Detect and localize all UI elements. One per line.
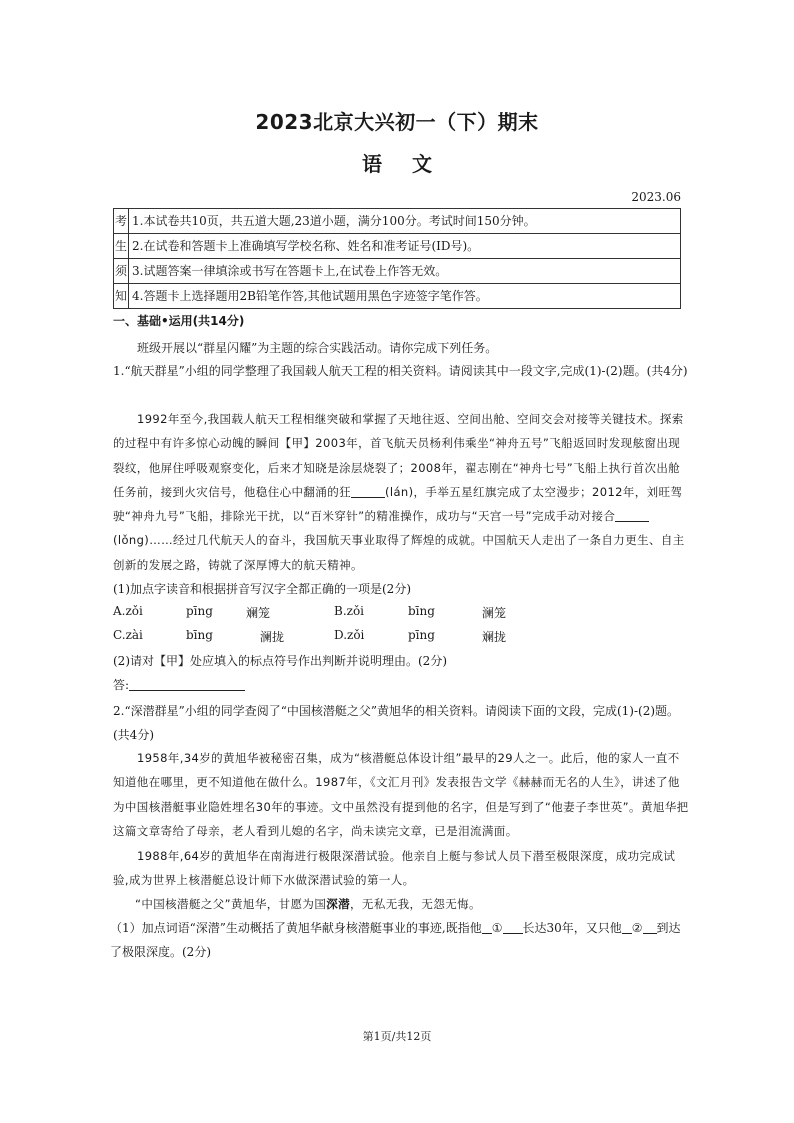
dotted-word: 深潜: [326, 897, 351, 911]
option-char: 澜: [482, 606, 495, 620]
option-char: 斓: [246, 606, 259, 620]
option-label: C.zài: [113, 628, 143, 642]
option-label: D.zǒi: [334, 628, 365, 642]
answer-line: [113, 676, 689, 693]
option-char: 澜: [260, 630, 273, 644]
section-intro: 班级开展以“群星闪耀”为主题的综合实践活动。请你完成下列任务。: [137, 341, 498, 355]
option-label: B.zǒi: [334, 604, 365, 618]
notes-side-char: 考: [114, 209, 129, 234]
option-pinyin: pīng: [186, 604, 213, 618]
blank-marker: ①: [491, 921, 503, 935]
question-1-passage: [113, 407, 689, 577]
option-pinyin: bīng: [186, 628, 213, 642]
question-2-paragraph: 1958年,34岁的黄旭华被秘密召集，成为“核潜艇总体设计组”最早的29人之一。此后，他的家人一直不知道他在哪里，更不知道他在做什么。1987年，《文汇月刊》发表报告文学《赫赫而无名的人生》，讲述了他为中国核潜艇事业隐姓埋名30年的事迹。文中虽然没有提到他的名字，但是写到了“他妻子李世英”。黄旭华把这篇文章寄给了母亲，老人看到儿媳的名字，尚未读完文章，已是泪流满面。: [113, 751, 689, 838]
question-2-sub-1: [110, 916, 686, 964]
blank-marker: ②: [631, 921, 643, 935]
section-heading: 一、基础•运用(共14分): [113, 314, 245, 328]
page-title: 2023北京大兴初一（下）期末: [255, 110, 539, 134]
passage-text: ……经过几代航天人的奋斗，我国航天事业取得了辉煌的成就。中国航天人走出了一条自力更生、自主创新的发展之路，铸就了深厚博大的航天精神。: [113, 533, 685, 572]
option-char: 拢: [272, 630, 285, 644]
option-label: A.zǒi: [113, 604, 143, 618]
passage-text: 1992年至今,我国载人航天工程相继突破和掌握了天地往返、空间出舱、空间交会对接等关键技术。探索的过程中有许多惊心动魄的瞬间【甲】2003年，首飞航天员杨利伟乘坐“神舟五号”飞船返回时发现舷窗出现裂纹，他屏住呼吸观察变化，后来才知晓是涂层烧裂了；2008年，翟志刚在“神舟七号”飞船上执行首次出舱任务前，接到火灾信号，他稳住心中翻涌的狂: [113, 412, 684, 499]
answer-blank[interactable]: [129, 677, 245, 691]
question-text: （1）加点词语“深潜”生动概括了黄旭华献身核潜艇事业的事迹,既指他: [110, 921, 482, 935]
question-2-paragraph: [135, 892, 711, 916]
note-item: 4.答题卡上选择题用2B铅笔作答,其他试题用黑色字迹签字笔作答。: [129, 284, 681, 309]
answer-label: 答:: [113, 678, 130, 692]
exam-notes-table: [113, 208, 681, 309]
option-char: 拢: [494, 630, 507, 644]
subject-title: 语文: [362, 152, 462, 176]
note-item: 3.试题答案一律填涂或书写在答题卡上,在试卷上作答无效。: [129, 259, 681, 284]
answer-blank[interactable]: [615, 508, 649, 522]
passage-text: ，手举五星红旗完成了太空漫步；2012年，刘旺驾驶“神舟九号”飞船，排除光干扰，以“百米穿针”的精准操作，成功与“天宫一号”完成手动对接合: [113, 484, 683, 524]
exam-date: 2023.06: [631, 190, 681, 204]
page-footer: 第1页/共12页: [362, 1030, 432, 1043]
answer-blank[interactable]: [482, 920, 492, 934]
option-char: 笼: [258, 606, 271, 620]
question-2-stem: 2.“深潜群星”小组的同学查阅了“中国核潜艇之父”黄旭华的相关资料。请阅读下面的文段，完成(1)-(2)题。(共4分): [113, 704, 680, 742]
notes-side-char: 知: [114, 284, 129, 309]
answer-blank[interactable]: [622, 920, 632, 934]
option-char: 笼: [494, 606, 507, 620]
passage-text: ，无私无我，无怨无悔。: [350, 897, 481, 911]
pinyin-hint: (lán): [385, 484, 414, 499]
option-char: 斓: [482, 630, 495, 644]
answer-blank[interactable]: [503, 920, 523, 934]
question-1-stem: 1.“航天群星”小组的同学整理了我国载人航天工程的相关资料。请阅读其中一段文字,完成(1)-(2)题。(共4分): [113, 364, 688, 378]
question-text: 长达30年，又只他: [522, 921, 622, 935]
answer-blank[interactable]: [351, 484, 385, 498]
notes-side-char: 生: [114, 234, 129, 259]
question-1-sub-2: (2)请对【甲】处应填入的标点符号作出判断并说明理由。(2分): [113, 654, 447, 668]
question-2-paragraph: 1988年,64岁的黄旭华在南海进行极限深潜试验。他亲自上艇与参试人员下潜至极限深度，成功完成试验,成为世界上核潜艇总设计师下水做深潜试验的第一人。: [113, 849, 676, 888]
question-1-sub-1: (1)加点字读音和根据拼音写汉字全都正确的一项是(2分): [113, 582, 411, 596]
notes-side-char: 须: [114, 259, 129, 284]
note-item: 2.在试卷和答题卡上准确填写学校名称、姓名和准考证号(ID号)。: [129, 234, 681, 259]
option-pinyin: pīng: [408, 628, 435, 642]
question-text: 到达了极限深度。(2分): [110, 921, 681, 959]
passage-text: “中国核潜艇之父”黄旭华，甘愿为国: [135, 897, 327, 911]
pinyin-hint: (lǒng): [113, 533, 150, 548]
note-item: 1.本试卷共10页，共五道大题,23道小题，满分100分。考试时间150分钟。: [129, 209, 681, 234]
answer-blank[interactable]: [643, 920, 657, 934]
option-pinyin: bīng: [408, 604, 435, 618]
